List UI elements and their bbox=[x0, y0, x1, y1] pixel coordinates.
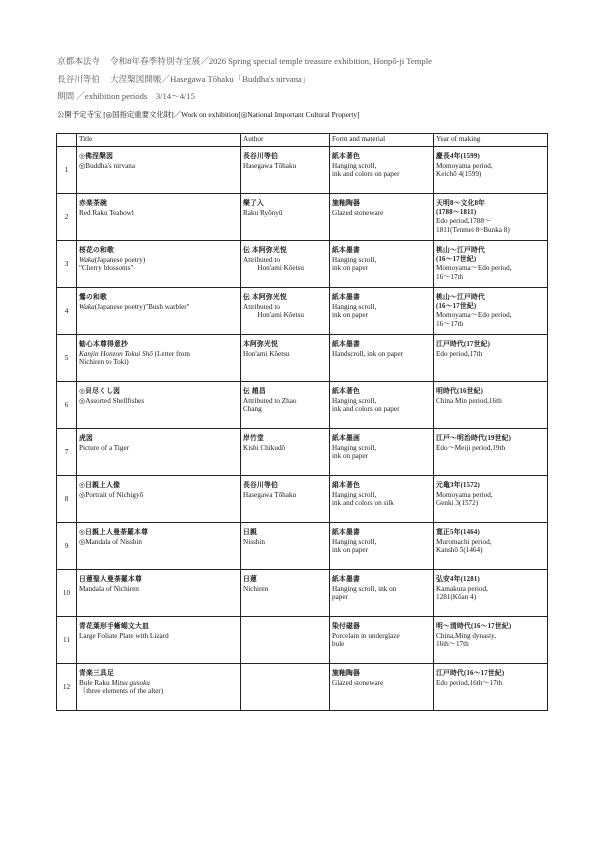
form-en: Hanging scroll, ink on paper bbox=[332, 255, 377, 273]
year-en: Momoyama period, Genki 3(1572) bbox=[436, 490, 493, 508]
title-ja: 青花葉形手蜥蜴文大皿 bbox=[79, 623, 149, 630]
cell-form bbox=[330, 429, 434, 476]
cell-author bbox=[241, 194, 330, 241]
cell-author bbox=[241, 476, 330, 523]
year-ja: 江戸時代(16～17世紀) bbox=[436, 670, 505, 677]
header-feature-work: 大涅槃図開帳／Hasegawa Tōhaku「Buddha's nirvana」 bbox=[109, 73, 311, 84]
year-en: Muromachi period, Kanshō 5(1464) bbox=[436, 537, 492, 555]
cell-year bbox=[434, 523, 548, 570]
cell-form bbox=[330, 288, 434, 335]
author-ja: 伝 本阿弥光悦 bbox=[243, 247, 287, 254]
year-en: Edo period,17th bbox=[436, 349, 483, 358]
table-header-row bbox=[57, 134, 548, 147]
cell-author bbox=[241, 617, 330, 664]
author-ja: 樂了入 bbox=[243, 200, 264, 207]
exhibition-table bbox=[56, 133, 548, 711]
author-en: Kishi Chikudō bbox=[243, 443, 286, 452]
column-header-year: Year of making bbox=[434, 134, 548, 147]
header-exhibition-title: 令和8年春季特別寺宝展／2026 Spring special temple treasure exhibition, Honpō-ji Temple bbox=[109, 56, 432, 66]
cell-title bbox=[77, 476, 241, 523]
form-ja: 紙本墨書 bbox=[332, 576, 360, 583]
column-header-form: Form and material bbox=[330, 134, 434, 147]
year-en: Momoyama～Edo period, 16～17th bbox=[436, 264, 512, 281]
year-en: Edo period,1788～ 1811(Tenmei 8~Bunka 8) bbox=[436, 217, 510, 234]
author-ja: 伝 本阿弥光悦 bbox=[243, 294, 287, 301]
cell-year bbox=[434, 617, 548, 664]
form-ja: 染付磁器 bbox=[332, 623, 360, 630]
table-row bbox=[57, 382, 548, 429]
table-row bbox=[57, 570, 548, 617]
author-en: Hasegawa Tōhaku bbox=[243, 161, 297, 170]
cell-title bbox=[77, 523, 241, 570]
title-en-text: (Letter from Nichiren to Toki) bbox=[79, 349, 190, 367]
year-ja: 弘安4年(1281) bbox=[436, 576, 480, 583]
form-en: Glazed stoneware bbox=[332, 208, 384, 217]
cell-form bbox=[330, 523, 434, 570]
cell-author bbox=[241, 570, 330, 617]
author-en: Nisshin bbox=[243, 537, 265, 546]
title-en bbox=[79, 585, 240, 594]
list-caption: 公開予定寺宝 [◎国指定重要文化財]／Work on exhibition[◎National Important Cultural Property] bbox=[57, 110, 360, 119]
cell-title bbox=[77, 664, 241, 711]
row-number: 1 bbox=[57, 147, 77, 194]
year-en: Momoyama～Edo period, 16～17th bbox=[436, 311, 512, 328]
table-row bbox=[57, 476, 548, 523]
title-en-text: ◎Mandala of Nisshin bbox=[79, 537, 142, 546]
cell-form bbox=[330, 147, 434, 194]
row-number: 10 bbox=[57, 570, 77, 617]
cell-year bbox=[434, 476, 548, 523]
header-line-artist bbox=[57, 71, 557, 89]
table-row bbox=[57, 147, 548, 194]
cell-title bbox=[77, 429, 241, 476]
cell-title bbox=[77, 335, 241, 382]
cell-form bbox=[330, 382, 434, 429]
author-ja: 伝 趙昌 bbox=[243, 388, 266, 395]
title-en-text: ◎Buddha's nirvana bbox=[79, 161, 136, 170]
title-en bbox=[79, 397, 240, 406]
cell-year bbox=[434, 194, 548, 241]
table-row bbox=[57, 429, 548, 476]
cell-author bbox=[241, 382, 330, 429]
title-en bbox=[79, 679, 240, 696]
title-ja: 鶯の和歌 bbox=[79, 294, 107, 301]
form-en: Porcelain in underglaze bule bbox=[332, 631, 400, 649]
form-ja: 施釉陶器 bbox=[332, 200, 360, 207]
year-ja: 明～清時代(16～17世紀) bbox=[436, 623, 512, 630]
cell-author bbox=[241, 523, 330, 570]
author-ja: 日蓮 bbox=[243, 576, 257, 583]
year-ja: 江戸時代(17世紀) bbox=[436, 341, 491, 348]
row-number: 5 bbox=[57, 335, 77, 382]
title-ja: 虎図 bbox=[79, 435, 93, 442]
row-number: 11 bbox=[57, 617, 77, 664]
form-ja: 紙本墨書 bbox=[332, 529, 360, 536]
form-ja: 紙本墨書 bbox=[332, 341, 360, 348]
header-temple: 京都本法寺 bbox=[57, 56, 100, 66]
year-ja: 桃山～江戸時代 (16～17世紀) bbox=[436, 247, 485, 263]
title-en-text: Large Foliate Plate with Lizard bbox=[79, 631, 169, 640]
title-en bbox=[79, 209, 240, 218]
title-en-prefix: Bule Raku bbox=[79, 678, 112, 687]
year-ja: 慶長4年(1599) bbox=[436, 153, 480, 160]
title-ja: ◎貝尽くし図 bbox=[79, 388, 121, 395]
year-ja: 天明8～文化8年 (1788～1811) bbox=[436, 200, 486, 216]
year-ja: 寛正5年(1464) bbox=[436, 529, 480, 536]
cell-form bbox=[330, 664, 434, 711]
title-en bbox=[79, 350, 240, 367]
form-ja: 紙本墨書 bbox=[332, 294, 360, 301]
cell-title bbox=[77, 288, 241, 335]
cell-form bbox=[330, 570, 434, 617]
form-en: Hanging scroll, ink and colors on paper bbox=[332, 161, 400, 179]
form-en: Hanging scroll, ink and colors on paper bbox=[332, 396, 400, 414]
form-en: Hanging scroll, ink on paper bbox=[332, 584, 397, 602]
title-en-italic: Kanjin Honzon Tokui Shō bbox=[79, 349, 153, 358]
column-header-no bbox=[57, 134, 77, 147]
header-line-venue bbox=[57, 53, 557, 71]
year-en: Momoyama period, Keichō 4(1599) bbox=[436, 161, 493, 179]
table-row bbox=[57, 335, 548, 382]
form-ja: 紙本著色 bbox=[332, 388, 360, 395]
table-row bbox=[57, 617, 548, 664]
author-en: Hon'ami Kōetsu bbox=[243, 349, 290, 358]
form-en: Hanging scroll, ink on paper bbox=[332, 443, 377, 461]
cell-year bbox=[434, 382, 548, 429]
author-ja: 岸竹堂 bbox=[243, 435, 264, 442]
form-ja: 紙本墨画 bbox=[332, 435, 360, 442]
cell-year bbox=[434, 570, 548, 617]
author-en: Hasegawa Tōhaku bbox=[243, 490, 297, 499]
form-en: Hanging scroll, ink on paper bbox=[332, 302, 377, 320]
title-ja: ◎佛涅槃図 bbox=[79, 153, 114, 160]
title-ja: 青楽三具足 bbox=[79, 670, 114, 677]
author-ja: 本阿弥光悦 bbox=[243, 341, 278, 348]
table-row bbox=[57, 194, 548, 241]
title-en-italic: Mitsu gusoku bbox=[111, 678, 150, 687]
title-ja: 日蓮聖人曼荼羅本尊 bbox=[79, 576, 142, 583]
row-number: 8 bbox=[57, 476, 77, 523]
cell-author bbox=[241, 664, 330, 711]
title-en bbox=[79, 256, 240, 273]
author-en: Attributed to Zhao Chang bbox=[243, 396, 297, 414]
form-ja: 絹本著色 bbox=[332, 482, 360, 489]
form-en: Hanging scroll, ink on paper bbox=[332, 537, 377, 555]
title-ja: ◎日親上人像 bbox=[79, 482, 121, 489]
cell-form bbox=[330, 335, 434, 382]
table-row bbox=[57, 241, 548, 288]
title-en-text: ◎Portrait of Nichigyō bbox=[79, 490, 144, 499]
year-ja: 桃山～江戸時代 (16～17世紀) bbox=[436, 294, 485, 310]
cell-author bbox=[241, 241, 330, 288]
document-header bbox=[57, 53, 557, 106]
form-en: Glazed stoneware bbox=[332, 678, 384, 687]
row-number: 2 bbox=[57, 194, 77, 241]
title-en-text: Mandala of Nichiren bbox=[79, 584, 139, 593]
row-number: 3 bbox=[57, 241, 77, 288]
year-ja: 江戸～明治時代(19世紀) bbox=[436, 435, 512, 442]
author-en: Nichiren bbox=[243, 584, 269, 593]
cell-author bbox=[241, 335, 330, 382]
form-ja: 紙本墨書 bbox=[332, 247, 360, 254]
cell-title bbox=[77, 194, 241, 241]
year-ja: 元亀3年(1572) bbox=[436, 482, 480, 489]
header-line-period: 期間 ／exhibition periods 3/14～4/15 bbox=[57, 91, 195, 101]
header-artist: 長谷川等伯 bbox=[57, 73, 100, 84]
title-en bbox=[79, 632, 240, 641]
author-en: Attributed to Hon'ami Kōetsu bbox=[243, 302, 304, 320]
title-en-text: (Japanese poetry) "Cherry blossoms" bbox=[79, 255, 146, 273]
cell-form bbox=[330, 241, 434, 288]
cell-author bbox=[241, 288, 330, 335]
author-ja: 日親 bbox=[243, 529, 257, 536]
form-en: Hanging scroll, ink and colors on silk bbox=[332, 490, 394, 508]
title-en bbox=[79, 444, 240, 453]
row-number: 12 bbox=[57, 664, 77, 711]
title-en-text: Picture of a Tiger bbox=[79, 443, 130, 452]
title-en bbox=[79, 538, 240, 547]
row-number: 9 bbox=[57, 523, 77, 570]
year-en: Edo～Meiji period,19th bbox=[436, 443, 506, 452]
year-en: Kamakura period, 1281(Kōan 4) bbox=[436, 584, 488, 602]
cell-title bbox=[77, 570, 241, 617]
author-ja: 長谷川等伯 bbox=[243, 153, 278, 160]
title-en bbox=[79, 491, 240, 500]
cell-year bbox=[434, 664, 548, 711]
cell-title bbox=[77, 382, 241, 429]
cell-form bbox=[330, 617, 434, 664]
title-en bbox=[79, 303, 240, 312]
cell-year bbox=[434, 429, 548, 476]
cell-author bbox=[241, 147, 330, 194]
title-en-text: （three elements of the alter) bbox=[79, 687, 164, 696]
row-number: 7 bbox=[57, 429, 77, 476]
year-en: Edo period,16th～17th bbox=[436, 678, 503, 687]
title-en-text: Red Raku Teabowl bbox=[79, 208, 134, 217]
title-en-text: ◎Assorted Shellfishes bbox=[79, 396, 145, 405]
table-row bbox=[57, 288, 548, 335]
cell-year bbox=[434, 241, 548, 288]
row-number: 4 bbox=[57, 288, 77, 335]
table-row bbox=[57, 664, 548, 711]
author-en: Raku Ryōnyū bbox=[243, 208, 283, 217]
title-ja: 赤楽茶碗 bbox=[79, 200, 107, 207]
title-ja: 勧心本尊得意抄 bbox=[79, 341, 128, 348]
column-header-title: Title bbox=[77, 134, 241, 147]
title-en-italic: Waka bbox=[79, 302, 95, 311]
form-en: Handscroll, ink on paper bbox=[332, 349, 404, 358]
title-en-italic: Waka bbox=[79, 255, 95, 264]
title-ja: ◎日親上人曼荼羅本尊 bbox=[79, 529, 149, 536]
cell-title bbox=[77, 147, 241, 194]
title-ja: 桜花の和歌 bbox=[79, 247, 114, 254]
year-ja: 明時代(16世紀) bbox=[436, 388, 484, 395]
author-en: Attributed to Hon'ami Kōetsu bbox=[243, 255, 304, 273]
cell-author bbox=[241, 429, 330, 476]
cell-form bbox=[330, 194, 434, 241]
title-en bbox=[79, 162, 240, 171]
table-row bbox=[57, 523, 548, 570]
cell-year bbox=[434, 147, 548, 194]
year-en: China Min period,16th bbox=[436, 396, 502, 405]
form-ja: 施釉陶器 bbox=[332, 670, 360, 677]
column-header-author: Author bbox=[241, 134, 330, 147]
cell-form bbox=[330, 476, 434, 523]
title-en-text: (Japanese poetry)"Bush warbler" bbox=[94, 302, 190, 311]
cell-year bbox=[434, 335, 548, 382]
cell-title bbox=[77, 617, 241, 664]
row-number: 6 bbox=[57, 382, 77, 429]
author-ja: 長谷川等伯 bbox=[243, 482, 278, 489]
year-en: China,Ming dynasty, 16th～17th bbox=[436, 631, 497, 649]
cell-year bbox=[434, 288, 548, 335]
form-ja: 紙本著色 bbox=[332, 153, 360, 160]
cell-title bbox=[77, 241, 241, 288]
